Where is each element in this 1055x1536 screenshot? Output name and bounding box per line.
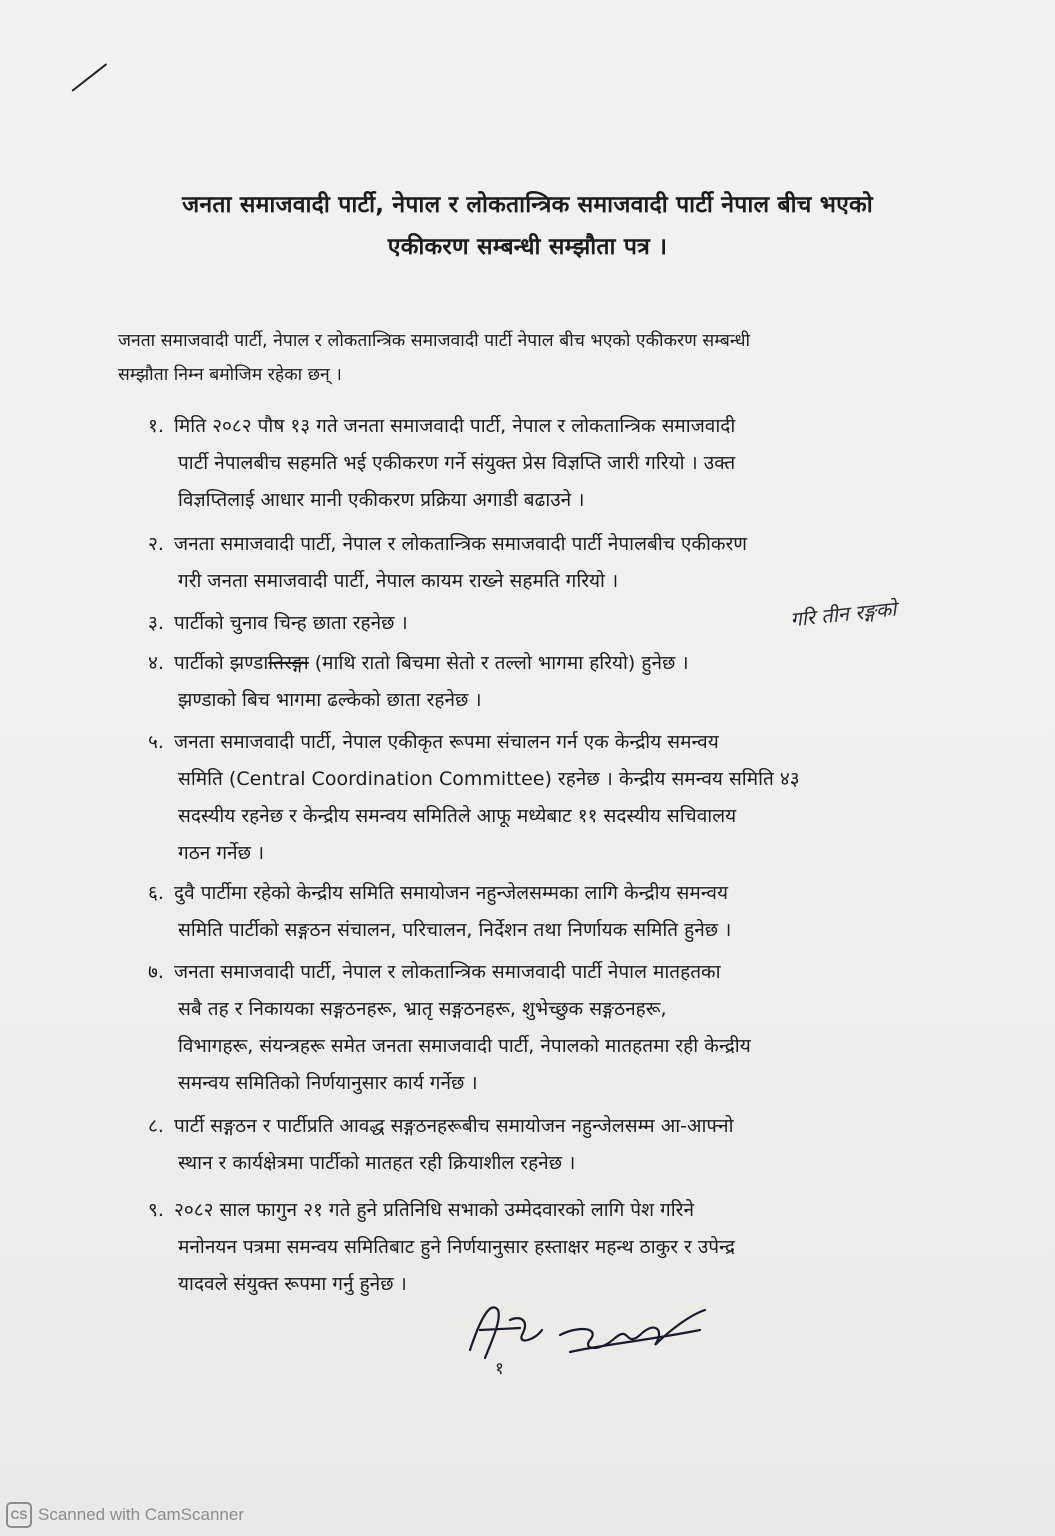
clause-line: गरी जनता समाजवादी पार्टी, नेपाल कायम राख्ने सहमति गरियो । <box>178 570 619 592</box>
clause-line: विज्ञप्तिलाई आधार मानी एकीकरण प्रक्रिया अगाडी बढाउने । <box>178 489 585 511</box>
signature-mark-1 <box>470 1307 542 1358</box>
clause-4 <box>148 645 928 719</box>
clause-line: मनोनयन पत्रमा समन्वय समितिबाट हुने निर्णयानुसार हस्ताक्षर महन्थ ठाकुर र उपेन्द्र <box>178 1236 736 1258</box>
clause-line: सबै तह र निकायका सङ्गठनहरू, भ्रातृ सङ्गठनहरू, शुभेच्छुक सङ्गठनहरू, <box>178 998 667 1020</box>
clause-text: पार्टी सङ्गठन र पार्टीप्रति आवद्ध सङ्गठनहरूबीच समायोजन नहुन्जेलसम्म आ-आफ्नो <box>174 1115 734 1137</box>
clause-line <box>148 1108 928 1145</box>
title-line-2: एकीकरण सम्बन्धी सम्झौता पत्र । <box>387 234 668 260</box>
clause-number: १. <box>148 415 164 437</box>
clause-5 <box>148 724 928 872</box>
clause-line: सदस्यीय रहनेछ र केन्द्रीय समन्वय समितिले आफू मध्येबाट ११ सदस्यीय सचिवालय <box>178 805 737 827</box>
intro-line-1: जनता समाजवादी पार्टी, नेपाल र लोकतान्त्रिक समाजवादी पार्टी नेपाल बीच भएको एकीकरण सम्बन्धी <box>118 331 751 351</box>
clause-text: जनता समाजवादी पार्टी, नेपाल र लोकतान्त्रिक समाजवादी पार्टी नेपाल मातहतका <box>174 961 721 983</box>
margin-pen-mark <box>71 63 107 92</box>
clause-7 <box>148 954 928 1102</box>
signatures <box>450 1290 720 1380</box>
intro-line-2: सम्झौता निम्न बमोजिम रहेका छन् । <box>118 365 342 385</box>
signature-mark-2 <box>560 1310 705 1352</box>
clause-line: समन्वय समितिको निर्णयानुसार कार्य गर्नेछ । <box>178 1072 478 1094</box>
clause-line <box>148 1192 928 1229</box>
clause-line <box>148 954 928 991</box>
clause-line <box>148 724 928 761</box>
clause-text: जनता समाजवादी पार्टी, नेपाल र लोकतान्त्रिक समाजवादी पार्टी नेपालबीच एकीकरण <box>174 533 747 555</box>
struck-word: तिरङ्गा <box>268 652 309 674</box>
clause-line: पार्टी नेपालबीच सहमति भई एकीकरण गर्ने संयुक्त प्रेस विज्ञप्ति जारी गरियो । उक्त <box>178 452 736 474</box>
page-number: १ <box>495 1359 504 1379</box>
clause-text: मिति २०८२ पौष १३ गते जनता समाजवादी पार्टी, नेपाल र लोकतान्त्रिक समाजवादी <box>174 415 736 437</box>
clause-line: गठन गर्नेछ । <box>178 842 265 864</box>
intro-paragraph <box>118 324 923 392</box>
clause-line: समिति (Central Coordination Committee) रहनेछ । केन्द्रीय समन्वय समिति ४३ <box>178 768 800 790</box>
clause-8 <box>148 1108 928 1182</box>
clause-2 <box>148 526 928 600</box>
clause-line: यादवले संयुक्त रूपमा गर्नु हुनेछ । <box>178 1273 407 1295</box>
clause-number: ९. <box>148 1199 164 1221</box>
watermark-text: Scanned with CamScanner <box>38 1505 245 1524</box>
clause-number: ३. <box>148 612 164 634</box>
clause-number: ६. <box>148 882 164 904</box>
clause-line <box>148 408 928 445</box>
title-line-1: जनता समाजवादी पार्टी, नेपाल र लोकतान्त्रिक समाजवादी पार्टी नेपाल बीच भएको <box>182 192 873 218</box>
clause-number: ४. <box>148 652 164 674</box>
clause-text: दुवै पार्टीमा रहेको केन्द्रीय समिति समायोजन नहुन्जेलसम्मका लागि केन्द्रीय समन्वय <box>174 882 729 904</box>
camscanner-logo-icon: CS <box>6 1502 32 1528</box>
clause-text: २०८२ साल फागुन २१ गते हुने प्रतिनिधि सभाको उम्मेदवारको लागि पेश गरिने <box>174 1199 694 1221</box>
clause-line <box>148 526 928 563</box>
clause-text: पार्टीको झण्डा <box>174 652 269 674</box>
clause-text: (माथि रातो बिचमा सेतो र तल्लो भागमा हरियो) हुनेछ । <box>308 652 689 674</box>
clause-line <box>148 645 928 682</box>
clause-9 <box>148 1192 928 1303</box>
clause-line <box>148 875 928 912</box>
clause-6 <box>148 875 928 949</box>
clause-1 <box>148 408 928 519</box>
scanner-watermark <box>6 1502 244 1528</box>
clause-line: झण्डाको बिच भागमा ढल्केको छाता रहनेछ । <box>178 689 482 711</box>
clause-number: २. <box>148 533 164 555</box>
clause-text: पार्टीको चुनाव चिन्ह छाता रहनेछ । <box>174 612 408 634</box>
clause-line: विभागहरू, संयन्त्रहरू समेत जनता समाजवादी पार्टी, नेपालको मातहतमा रही केन्द्रीय <box>178 1035 751 1057</box>
handwritten-insertion: गरि तीन रङ्गको <box>789 596 898 632</box>
clause-line: स्थान र कार्यक्षेत्रमा पार्टीको मातहत रही क्रियाशील रहनेछ । <box>178 1152 576 1174</box>
clause-text: जनता समाजवादी पार्टी, नेपाल एकीकृत रूपमा संचालन गर्न एक केन्द्रीय समन्वय <box>174 731 719 753</box>
clause-number: ७. <box>148 961 164 983</box>
clause-number: ५. <box>148 731 164 753</box>
document-title <box>80 184 975 268</box>
clause-number: ८. <box>148 1115 164 1137</box>
clause-line: समिति पार्टीको सङ्गठन संचालन, परिचालन, निर्देशन तथा निर्णायक समिति हुनेछ । <box>178 919 732 941</box>
